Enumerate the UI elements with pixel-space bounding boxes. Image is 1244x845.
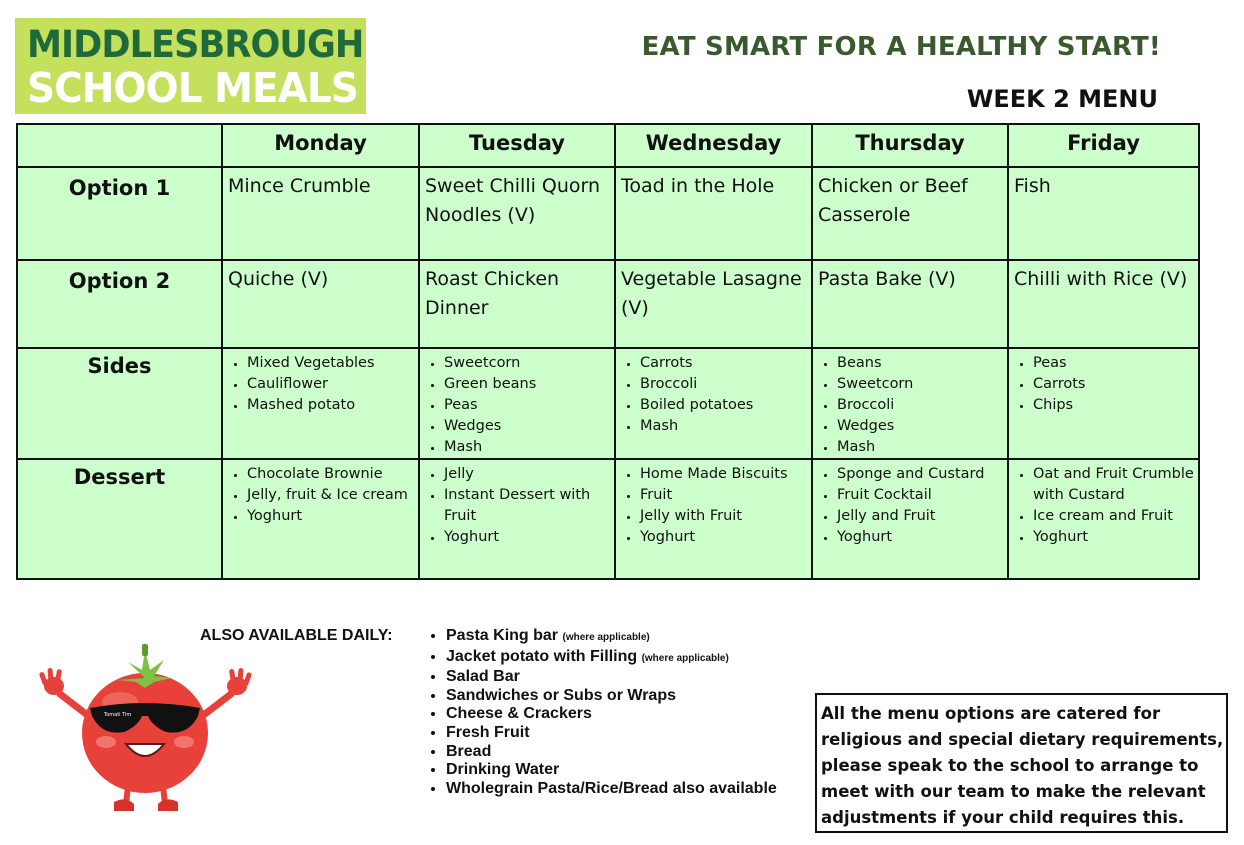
logo-line-2: SCHOOL MEALS <box>27 64 358 112</box>
list-item: • Mash <box>837 437 1007 458</box>
list-item: • Peas <box>1033 353 1198 374</box>
sides-cell <box>615 348 812 459</box>
row-header: Dessert <box>17 459 222 579</box>
list-item: • Chips <box>1033 395 1198 416</box>
list-item: • Jelly with Fruit <box>640 506 811 527</box>
sides-cell <box>419 348 615 459</box>
dietary-note: All the menu options are catered for religious and special dietary requirements, please speak to the school to arrange to meet with our team to make the relevant adjustments if your child requires this. <box>815 693 1228 833</box>
daily-item-text: Jacket potato with Filling <box>446 647 638 665</box>
logo-line-1: MIDDLESBROUGH <box>27 23 364 66</box>
header-row <box>17 124 1199 167</box>
list-item: • Mash <box>444 437 614 458</box>
sides-list <box>616 353 811 437</box>
week-title: WEEK 2 MENU <box>966 85 1158 113</box>
day-header: Wednesday <box>615 124 812 167</box>
list-item <box>446 627 777 648</box>
daily-item-text: Pasta King bar <box>446 627 559 644</box>
dessert-cell <box>419 459 615 579</box>
sides-cell <box>812 348 1008 459</box>
list-item: • Yoghurt <box>837 527 1007 548</box>
menu-item: Mince Crumble <box>222 167 419 260</box>
menu-item: Vegetable Lasagne (V) <box>615 260 812 348</box>
menu-item: Pasta Bake (V) <box>812 260 1008 348</box>
list-item: • Sandwiches or Subs or Wraps <box>446 687 777 706</box>
sides-cell <box>222 348 419 459</box>
glasses-text: Tomati Tim <box>104 712 132 718</box>
menu-item: Fish <box>1008 167 1199 260</box>
list-item: • Carrots <box>640 353 811 374</box>
list-item: • Home Made Biscuits <box>640 464 811 485</box>
list-item: • Ice cream and Fruit <box>1033 506 1198 527</box>
list-item: • Instant Dessert with Fruit <box>444 485 614 527</box>
list-item: • Salad Bar <box>446 668 777 687</box>
list-item: • Jelly <box>444 464 614 485</box>
dessert-cell <box>615 459 812 579</box>
list-item: • Sweetcorn <box>837 374 1007 395</box>
dessert-cell <box>812 459 1008 579</box>
list-item: • Sweetcorn <box>444 353 614 374</box>
list-item: • Fresh Fruit <box>446 724 777 743</box>
dessert-row <box>17 459 1199 579</box>
list-item: • Yoghurt <box>247 506 418 527</box>
list-item: • Wedges <box>444 416 614 437</box>
daily-list <box>426 627 777 798</box>
dessert-list <box>616 464 811 548</box>
list-item: • Fruit Cocktail <box>837 485 1007 506</box>
list-item: • Green beans <box>444 374 614 395</box>
tomato-mascot-icon <box>38 636 253 816</box>
dessert-list <box>813 464 1007 548</box>
list-item: • Cheese & Crackers <box>446 705 777 724</box>
row-header: Option 1 <box>17 167 222 260</box>
slogan: EAT SMART FOR A HEALTHY START! <box>641 32 1161 62</box>
list-item: • Bread <box>446 743 777 762</box>
also-available-label: ALSO AVAILABLE DAILY: <box>200 627 393 644</box>
day-header: Friday <box>1008 124 1199 167</box>
list-item: • Mash <box>640 416 811 437</box>
list-item: • Boiled potatoes <box>640 395 811 416</box>
option1-row <box>17 167 1199 260</box>
day-header: Monday <box>222 124 419 167</box>
list-item: • Cauliflower <box>247 374 418 395</box>
dessert-list <box>420 464 614 548</box>
row-header: Sides <box>17 348 222 459</box>
list-item: • Oat and Fruit Crumble with Custard <box>1033 464 1198 506</box>
daily-item-note: (where applicable) <box>562 632 650 643</box>
corner-cell <box>17 124 222 167</box>
sides-cell <box>1008 348 1199 459</box>
list-item: • Yoghurt <box>1033 527 1198 548</box>
menu-item: Chilli with Rice (V) <box>1008 260 1199 348</box>
sides-list <box>813 353 1007 458</box>
logo <box>15 18 366 114</box>
sides-list <box>1009 353 1198 416</box>
sides-row <box>17 348 1199 459</box>
menu-item: Quiche (V) <box>222 260 419 348</box>
list-item: • Wedges <box>837 416 1007 437</box>
dessert-cell <box>222 459 419 579</box>
daily-item-note: (where applicable) <box>641 652 729 664</box>
list-item: • Peas <box>444 395 614 416</box>
list-item: • Sponge and Custard <box>837 464 1007 485</box>
sides-list <box>420 353 614 458</box>
menu-item: Chicken or Beef Casserole <box>812 167 1008 260</box>
day-header: Tuesday <box>419 124 615 167</box>
list-item: • Jelly and Fruit <box>837 506 1007 527</box>
list-item: • Beans <box>837 353 1007 374</box>
menu-item: Toad in the Hole <box>615 167 812 260</box>
list-item: • Mixed Vegetables <box>247 353 418 374</box>
list-item: • Jelly, fruit & Ice cream <box>247 485 418 506</box>
list-item: • Drinking Water <box>446 761 777 780</box>
dessert-list <box>223 464 418 527</box>
list-item: • Mashed potato <box>247 395 418 416</box>
option2-row <box>17 260 1199 348</box>
sides-list <box>223 353 418 416</box>
day-header: Thursday <box>812 124 1008 167</box>
list-item: • Fruit <box>640 485 811 506</box>
list-item: • Chocolate Brownie <box>247 464 418 485</box>
dessert-list <box>1009 464 1198 548</box>
list-item: • Broccoli <box>837 395 1007 416</box>
menu-item: Roast Chicken Dinner <box>419 260 615 348</box>
list-item: • Yoghurt <box>640 527 811 548</box>
list-item: • Carrots <box>1033 374 1198 395</box>
list-item: • Wholegrain Pasta/Rice/Bread also available <box>446 780 777 799</box>
list-item <box>446 648 777 669</box>
row-header: Option 2 <box>17 260 222 348</box>
menu-table <box>16 123 1200 580</box>
list-item: • Broccoli <box>640 374 811 395</box>
dessert-cell <box>1008 459 1199 579</box>
menu-item: Sweet Chilli Quorn Noodles (V) <box>419 167 615 260</box>
list-item: • Yoghurt <box>444 527 614 548</box>
